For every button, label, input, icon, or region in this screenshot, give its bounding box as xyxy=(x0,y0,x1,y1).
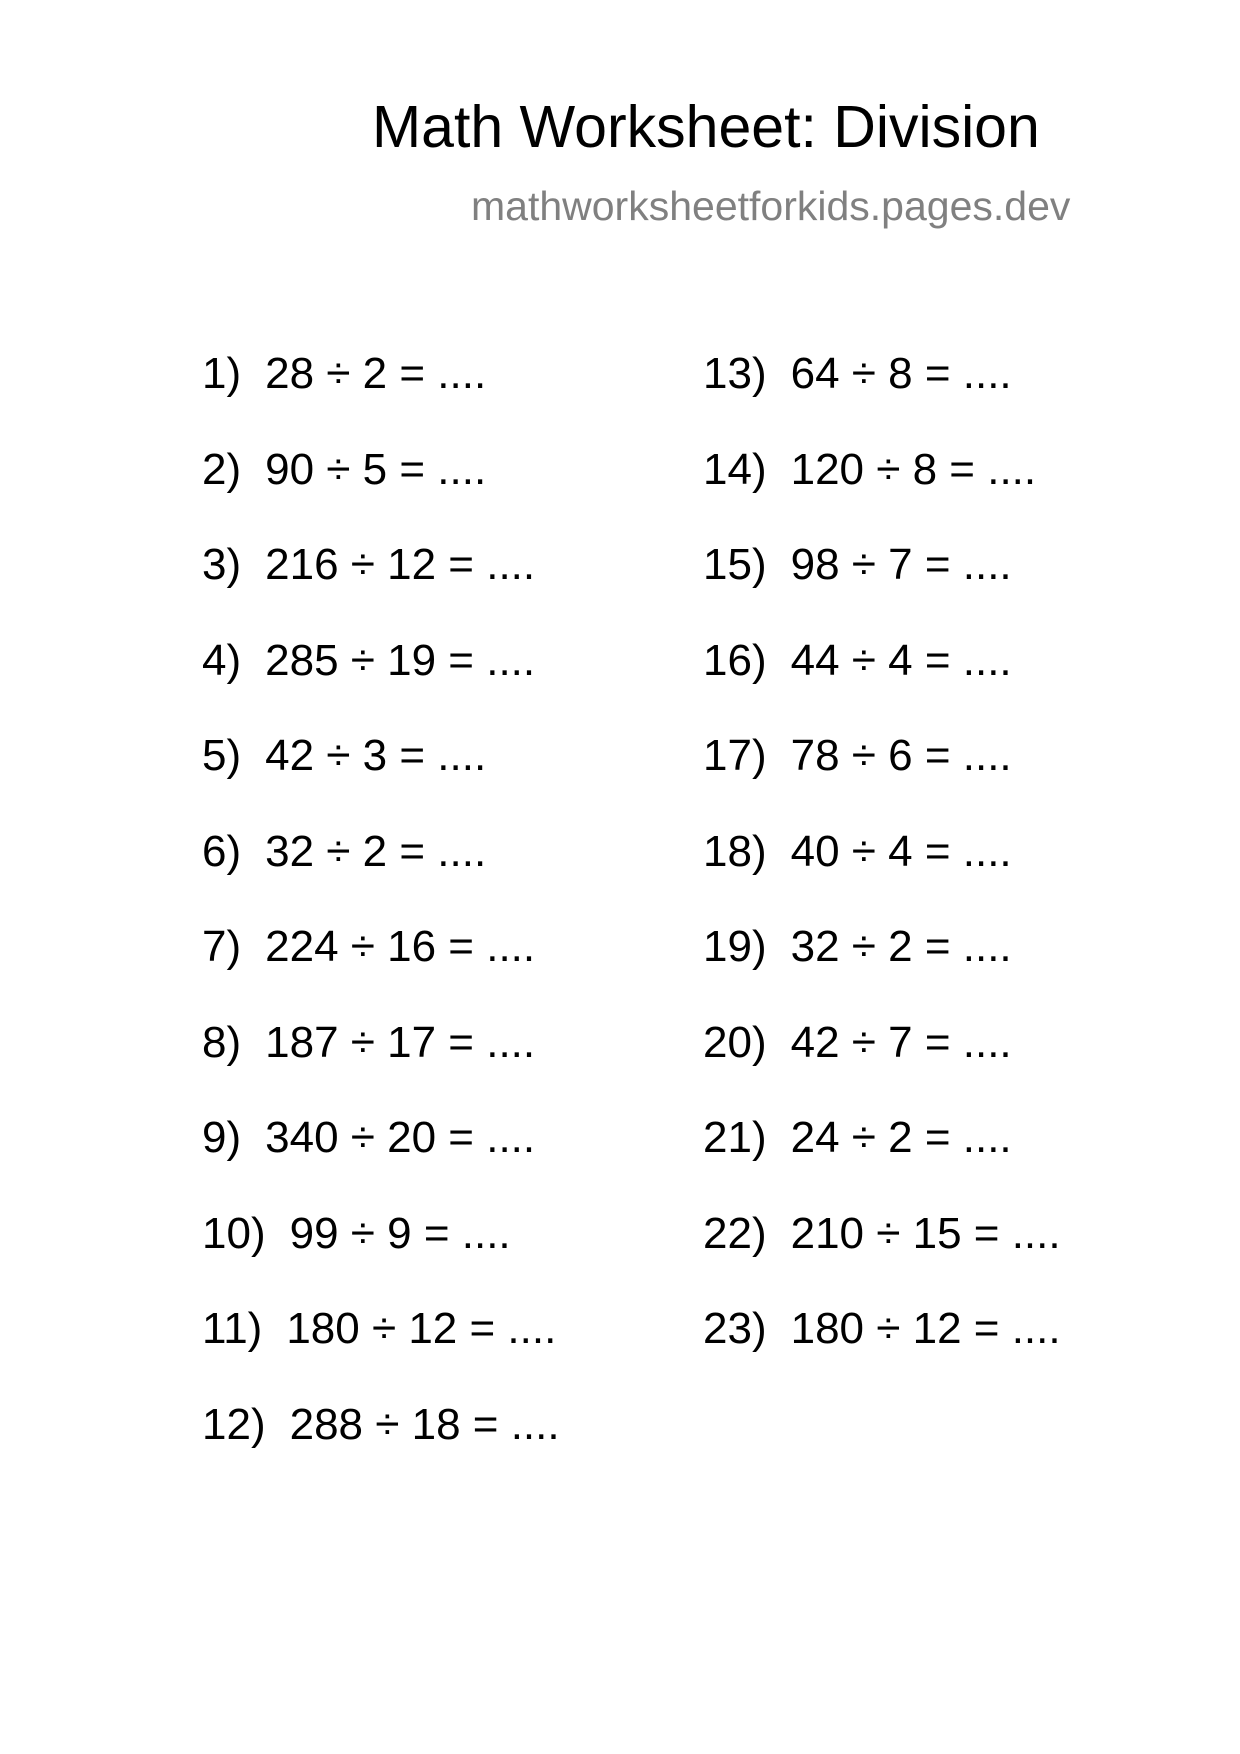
problem-number: 6) xyxy=(202,826,242,876)
problem-number: 20) xyxy=(703,1017,767,1067)
problem-number: 12) xyxy=(202,1399,266,1449)
problem-item xyxy=(703,349,1061,448)
problem-expression: 64 ÷ 8 = .... xyxy=(790,349,1012,398)
problem-item xyxy=(703,635,1061,735)
problem-expression: 32 ÷ 2 = .... xyxy=(790,922,1012,971)
problem-item xyxy=(202,731,560,830)
problem-number: 19) xyxy=(703,922,767,971)
problem-item xyxy=(703,1113,1061,1212)
problem-number: 14) xyxy=(703,444,767,494)
problem-expression: 187 ÷ 17 = .... xyxy=(265,1017,536,1067)
problem-item xyxy=(202,635,560,735)
problem-expression: 99 ÷ 9 = .... xyxy=(289,1208,511,1258)
problem-number: 23) xyxy=(703,1304,767,1353)
problem-expression: 210 ÷ 15 = .... xyxy=(790,1208,1061,1258)
problem-number: 1) xyxy=(202,349,242,398)
problem-expression: 180 ÷ 12 = .... xyxy=(790,1304,1061,1353)
problem-item xyxy=(202,349,560,448)
problem-number: 18) xyxy=(703,826,767,876)
problem-number: 8) xyxy=(202,1017,242,1067)
problem-item xyxy=(202,1017,560,1117)
problem-number: 9) xyxy=(202,1113,242,1162)
problem-number: 2) xyxy=(202,444,242,494)
problem-item xyxy=(202,1304,560,1403)
problem-number: 3) xyxy=(202,540,242,589)
problem-number: 13) xyxy=(703,349,767,398)
problem-item xyxy=(703,922,1061,1021)
problem-item xyxy=(703,1017,1061,1117)
problem-item xyxy=(703,826,1061,926)
problem-item xyxy=(703,731,1061,830)
site-url: mathworksheetforkids.pages.dev xyxy=(471,183,1071,229)
problem-expression: 78 ÷ 6 = .... xyxy=(790,731,1012,780)
problem-expression: 98 ÷ 7 = .... xyxy=(790,540,1012,589)
problem-number: 7) xyxy=(202,922,242,971)
problem-item xyxy=(202,1399,560,1499)
problem-number: 17) xyxy=(703,731,767,780)
problem-number: 15) xyxy=(703,540,767,589)
problem-expression: 24 ÷ 2 = .... xyxy=(790,1113,1012,1162)
page-title: Math Worksheet: Division xyxy=(372,94,1040,160)
problem-item xyxy=(202,922,560,1021)
problem-expression: 285 ÷ 19 = .... xyxy=(265,635,536,685)
problem-item xyxy=(202,540,560,639)
problem-expression: 180 ÷ 12 = .... xyxy=(286,1304,557,1353)
problem-item xyxy=(703,444,1061,544)
problem-item xyxy=(202,1113,560,1212)
problem-item xyxy=(703,1304,1061,1403)
problem-expression: 40 ÷ 4 = .... xyxy=(790,826,1012,876)
problem-expression: 120 ÷ 8 = .... xyxy=(790,444,1037,494)
problem-item xyxy=(202,1208,560,1308)
problem-expression: 32 ÷ 2 = .... xyxy=(265,826,487,876)
problems-left-column xyxy=(202,349,560,1498)
problem-item xyxy=(703,1208,1061,1308)
problems-right-column xyxy=(703,349,1061,1403)
problem-item xyxy=(703,540,1061,639)
problem-number: 22) xyxy=(703,1208,767,1258)
problem-expression: 224 ÷ 16 = .... xyxy=(265,922,536,971)
problem-expression: 42 ÷ 7 = .... xyxy=(790,1017,1012,1067)
problem-expression: 28 ÷ 2 = .... xyxy=(265,349,487,398)
problem-expression: 44 ÷ 4 = .... xyxy=(790,635,1012,685)
problem-item xyxy=(202,444,560,544)
problem-number: 11) xyxy=(202,1304,263,1353)
problem-number: 5) xyxy=(202,731,242,780)
problem-item xyxy=(202,826,560,926)
problem-number: 16) xyxy=(703,635,767,685)
problem-number: 10) xyxy=(202,1208,266,1258)
problem-expression: 340 ÷ 20 = .... xyxy=(265,1113,536,1162)
problem-expression: 288 ÷ 18 = .... xyxy=(289,1399,560,1449)
problem-number: 4) xyxy=(202,635,242,685)
problem-number: 21) xyxy=(703,1113,767,1162)
problem-expression: 90 ÷ 5 = .... xyxy=(265,444,487,494)
problem-expression: 42 ÷ 3 = .... xyxy=(265,731,487,780)
problem-expression: 216 ÷ 12 = .... xyxy=(265,540,536,589)
